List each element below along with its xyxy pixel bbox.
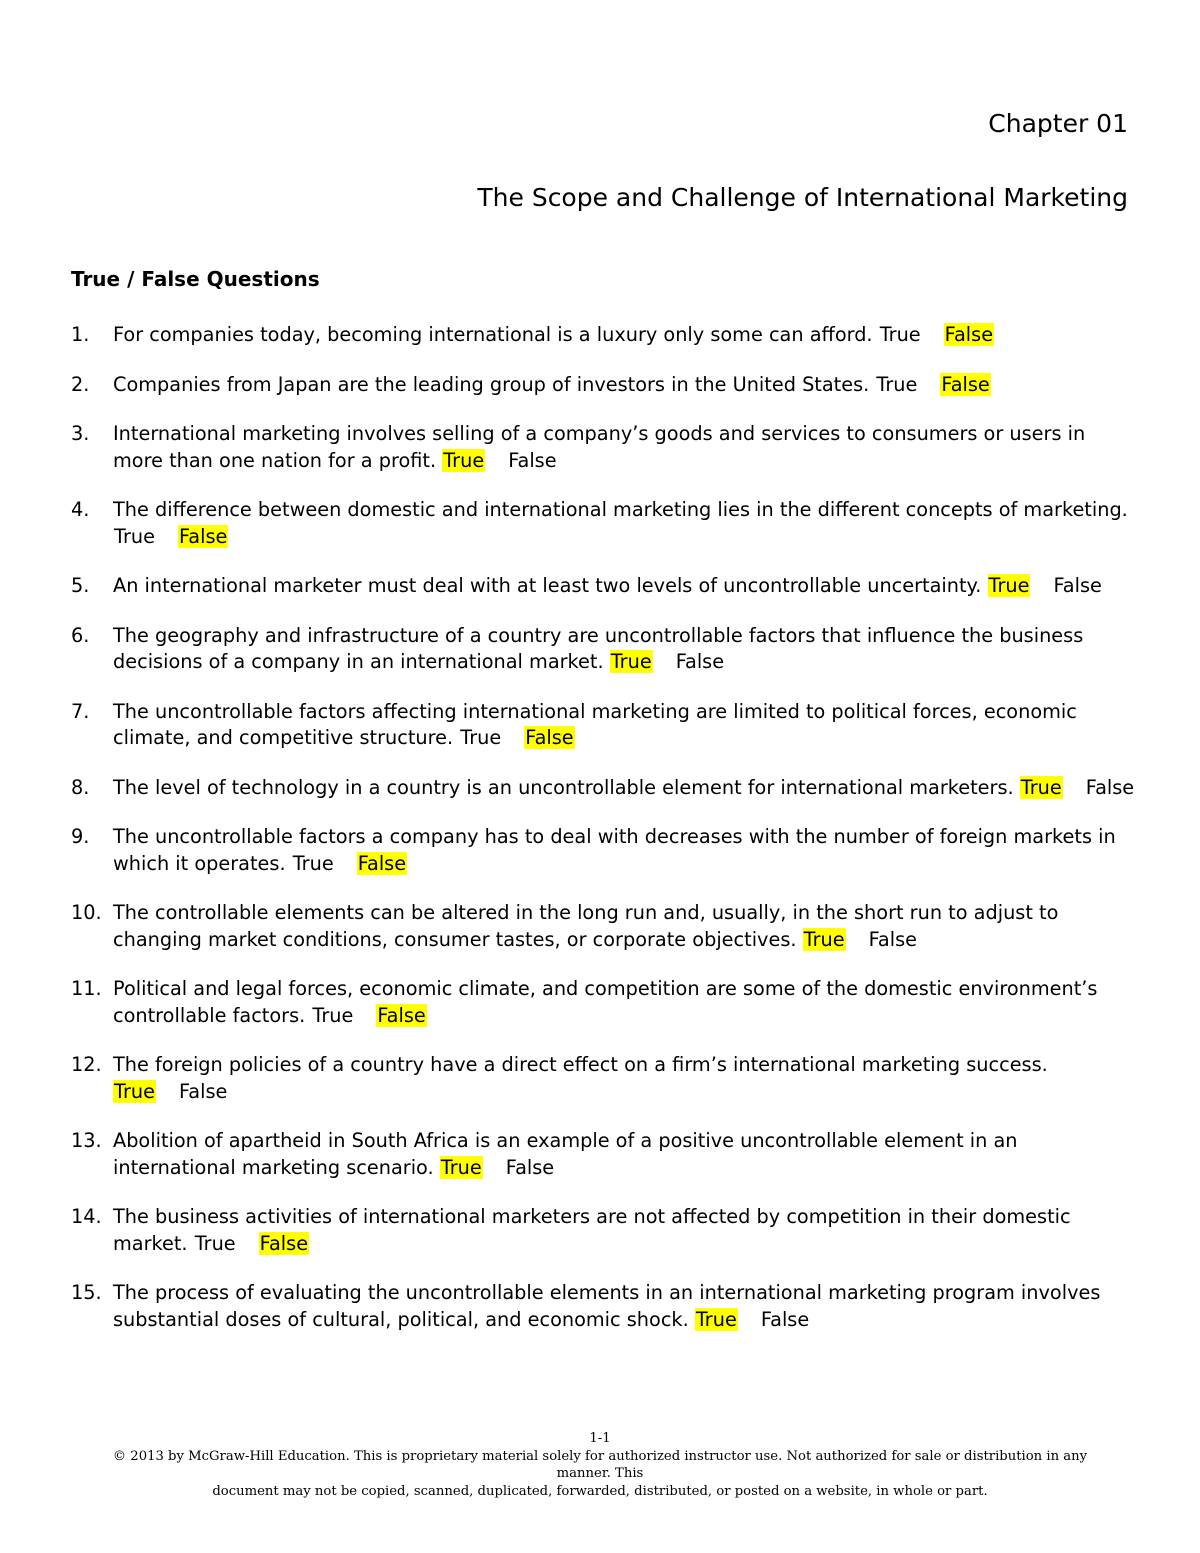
question-number: 1. — [71, 323, 90, 346]
answer-options — [695, 1308, 810, 1331]
question-text: The level of technology in a country is an uncontrollable element for international marketers. — [113, 775, 1014, 799]
option-true: True — [876, 372, 918, 396]
chapter-label: Chapter 01 — [988, 109, 1128, 138]
question-text: For companies today, becoming international is a luxury only some can afford. — [113, 323, 873, 346]
option-true: True — [803, 927, 845, 951]
question-number: 8. — [71, 775, 90, 799]
question-item — [71, 976, 1136, 1029]
question-text: An international marketer must deal with at least two levels of uncontrollable uncertainty. — [113, 574, 982, 597]
option-true: True — [460, 726, 502, 749]
question-number: 2. — [71, 372, 90, 396]
answer-options — [459, 726, 574, 749]
copyright-line-2: document may not be copied, scanned, duplicated, forwarded, distributed, or posted on a website, in whole or part. — [212, 1483, 988, 1499]
question-text: Companies from Japan are the leading group of investors in the United States. — [113, 372, 870, 396]
question-number: 11. — [71, 977, 102, 1000]
option-false: False — [1053, 574, 1102, 597]
option-true: True — [610, 650, 652, 673]
option-false: False — [941, 372, 990, 396]
option-false: False — [178, 1079, 228, 1103]
option-true: True — [312, 1003, 354, 1027]
question-list — [71, 322, 1136, 1356]
option-true: True — [114, 524, 155, 548]
question-item — [71, 497, 1136, 550]
question-item — [71, 699, 1136, 752]
page-footer — [90, 1430, 1110, 1500]
option-true: True — [114, 1079, 155, 1103]
option-true: True — [443, 448, 485, 472]
question-text: The process of evaluating the uncontrollable elements in an international marketing program involves substantial doses of cultural, political, and economic shock. — [113, 1281, 1101, 1331]
question-text: The uncontrollable factors affecting international marketing are limited to political forces, economic climate, and competitive structure. — [113, 699, 1077, 749]
option-false: False — [508, 448, 557, 472]
option-true: True — [695, 1307, 737, 1331]
option-false: False — [525, 726, 574, 749]
question-number: 5. — [71, 574, 90, 597]
question-number: 15. — [71, 1281, 102, 1304]
answer-options — [875, 373, 990, 396]
question-text: The uncontrollable factors a company has to deal with decreases with the number of foreign markets in which it operates. — [113, 825, 1116, 875]
question-number: 9. — [71, 825, 90, 848]
answer-options — [113, 1080, 228, 1103]
option-false: False — [377, 1003, 426, 1027]
option-false: False — [505, 1155, 555, 1179]
section-heading: True / False Questions — [71, 267, 320, 291]
answer-options — [879, 323, 994, 346]
answer-options — [311, 1004, 426, 1027]
option-false: False — [675, 650, 725, 673]
question-number: 10. — [71, 901, 102, 924]
option-true: True — [879, 323, 921, 346]
option-true: True — [988, 574, 1030, 597]
chapter-title: The Scope and Challenge of International Marketing — [477, 183, 1128, 212]
question-text: The business activities of international marketers are not affected by competition in their domestic market. — [113, 1205, 1071, 1255]
answer-options — [610, 650, 725, 673]
question-text: International marketing involves selling of a company’s goods and services to consumers or users in more than one nation for a profit. — [113, 422, 1086, 472]
question-number: 14. — [71, 1205, 102, 1228]
page-number: 1-1 — [589, 1431, 611, 1446]
question-item — [71, 824, 1136, 877]
question-number: 13. — [71, 1129, 102, 1152]
answer-options — [292, 852, 407, 875]
question-text: Abolition of apartheid in South Africa is an example of a positive uncontrollable element in an international marketing scenario. — [113, 1129, 1018, 1179]
option-false: False — [944, 323, 994, 346]
option-false: False — [1085, 775, 1135, 799]
question-item — [71, 623, 1136, 676]
answer-options — [803, 928, 918, 951]
copyright-line-1: © 2013 by McGraw-Hill Education. This is proprietary material solely for authorized instructor use. Not authorized for sale or distribution in any manner. This — [112, 1448, 1088, 1481]
question-item — [71, 322, 1136, 349]
option-true: True — [1020, 775, 1062, 799]
question-item — [71, 1128, 1136, 1181]
question-text: The foreign policies of a country have a direct effect on a firm’s international marketing success. — [113, 1053, 1048, 1076]
question-number: 3. — [71, 422, 90, 445]
question-text: The controllable elements can be altered in the long run and, usually, in the short run to adjust to changing market conditions, consumer tastes, or corporate objectives. — [113, 901, 1059, 951]
question-number: 7. — [71, 699, 90, 723]
question-item — [71, 900, 1136, 953]
option-true: True — [440, 1155, 482, 1179]
option-false: False — [357, 851, 407, 875]
option-false: False — [868, 927, 918, 951]
answer-options — [440, 1156, 555, 1179]
question-number: 4. — [71, 498, 90, 521]
question-item — [71, 775, 1136, 802]
question-text: The geography and infrastructure of a country are uncontrollable factors that influence the business decisions of a company in an international market. — [113, 623, 1084, 673]
option-false: False — [178, 524, 228, 548]
option-true: True — [194, 1231, 236, 1255]
answer-options — [194, 1232, 309, 1255]
option-false: False — [259, 1231, 309, 1255]
question-text: The difference between domestic and international marketing lies in the different concepts of marketing. — [113, 498, 1128, 521]
answer-options — [113, 525, 228, 548]
question-text: Political and legal forces, economic climate, and competition are some of the domestic environment’s controllable factors. — [113, 977, 1098, 1027]
option-false: False — [760, 1307, 810, 1331]
option-true: True — [292, 851, 334, 875]
answer-options — [1020, 776, 1135, 799]
question-item — [71, 1280, 1136, 1333]
question-item — [71, 1052, 1136, 1105]
question-item — [71, 372, 1136, 399]
question-item — [71, 421, 1136, 474]
question-number: 12. — [71, 1053, 102, 1076]
question-item — [71, 573, 1136, 600]
question-item — [71, 1204, 1136, 1257]
answer-options — [988, 574, 1103, 597]
answer-options — [442, 449, 557, 472]
question-number: 6. — [71, 623, 90, 647]
